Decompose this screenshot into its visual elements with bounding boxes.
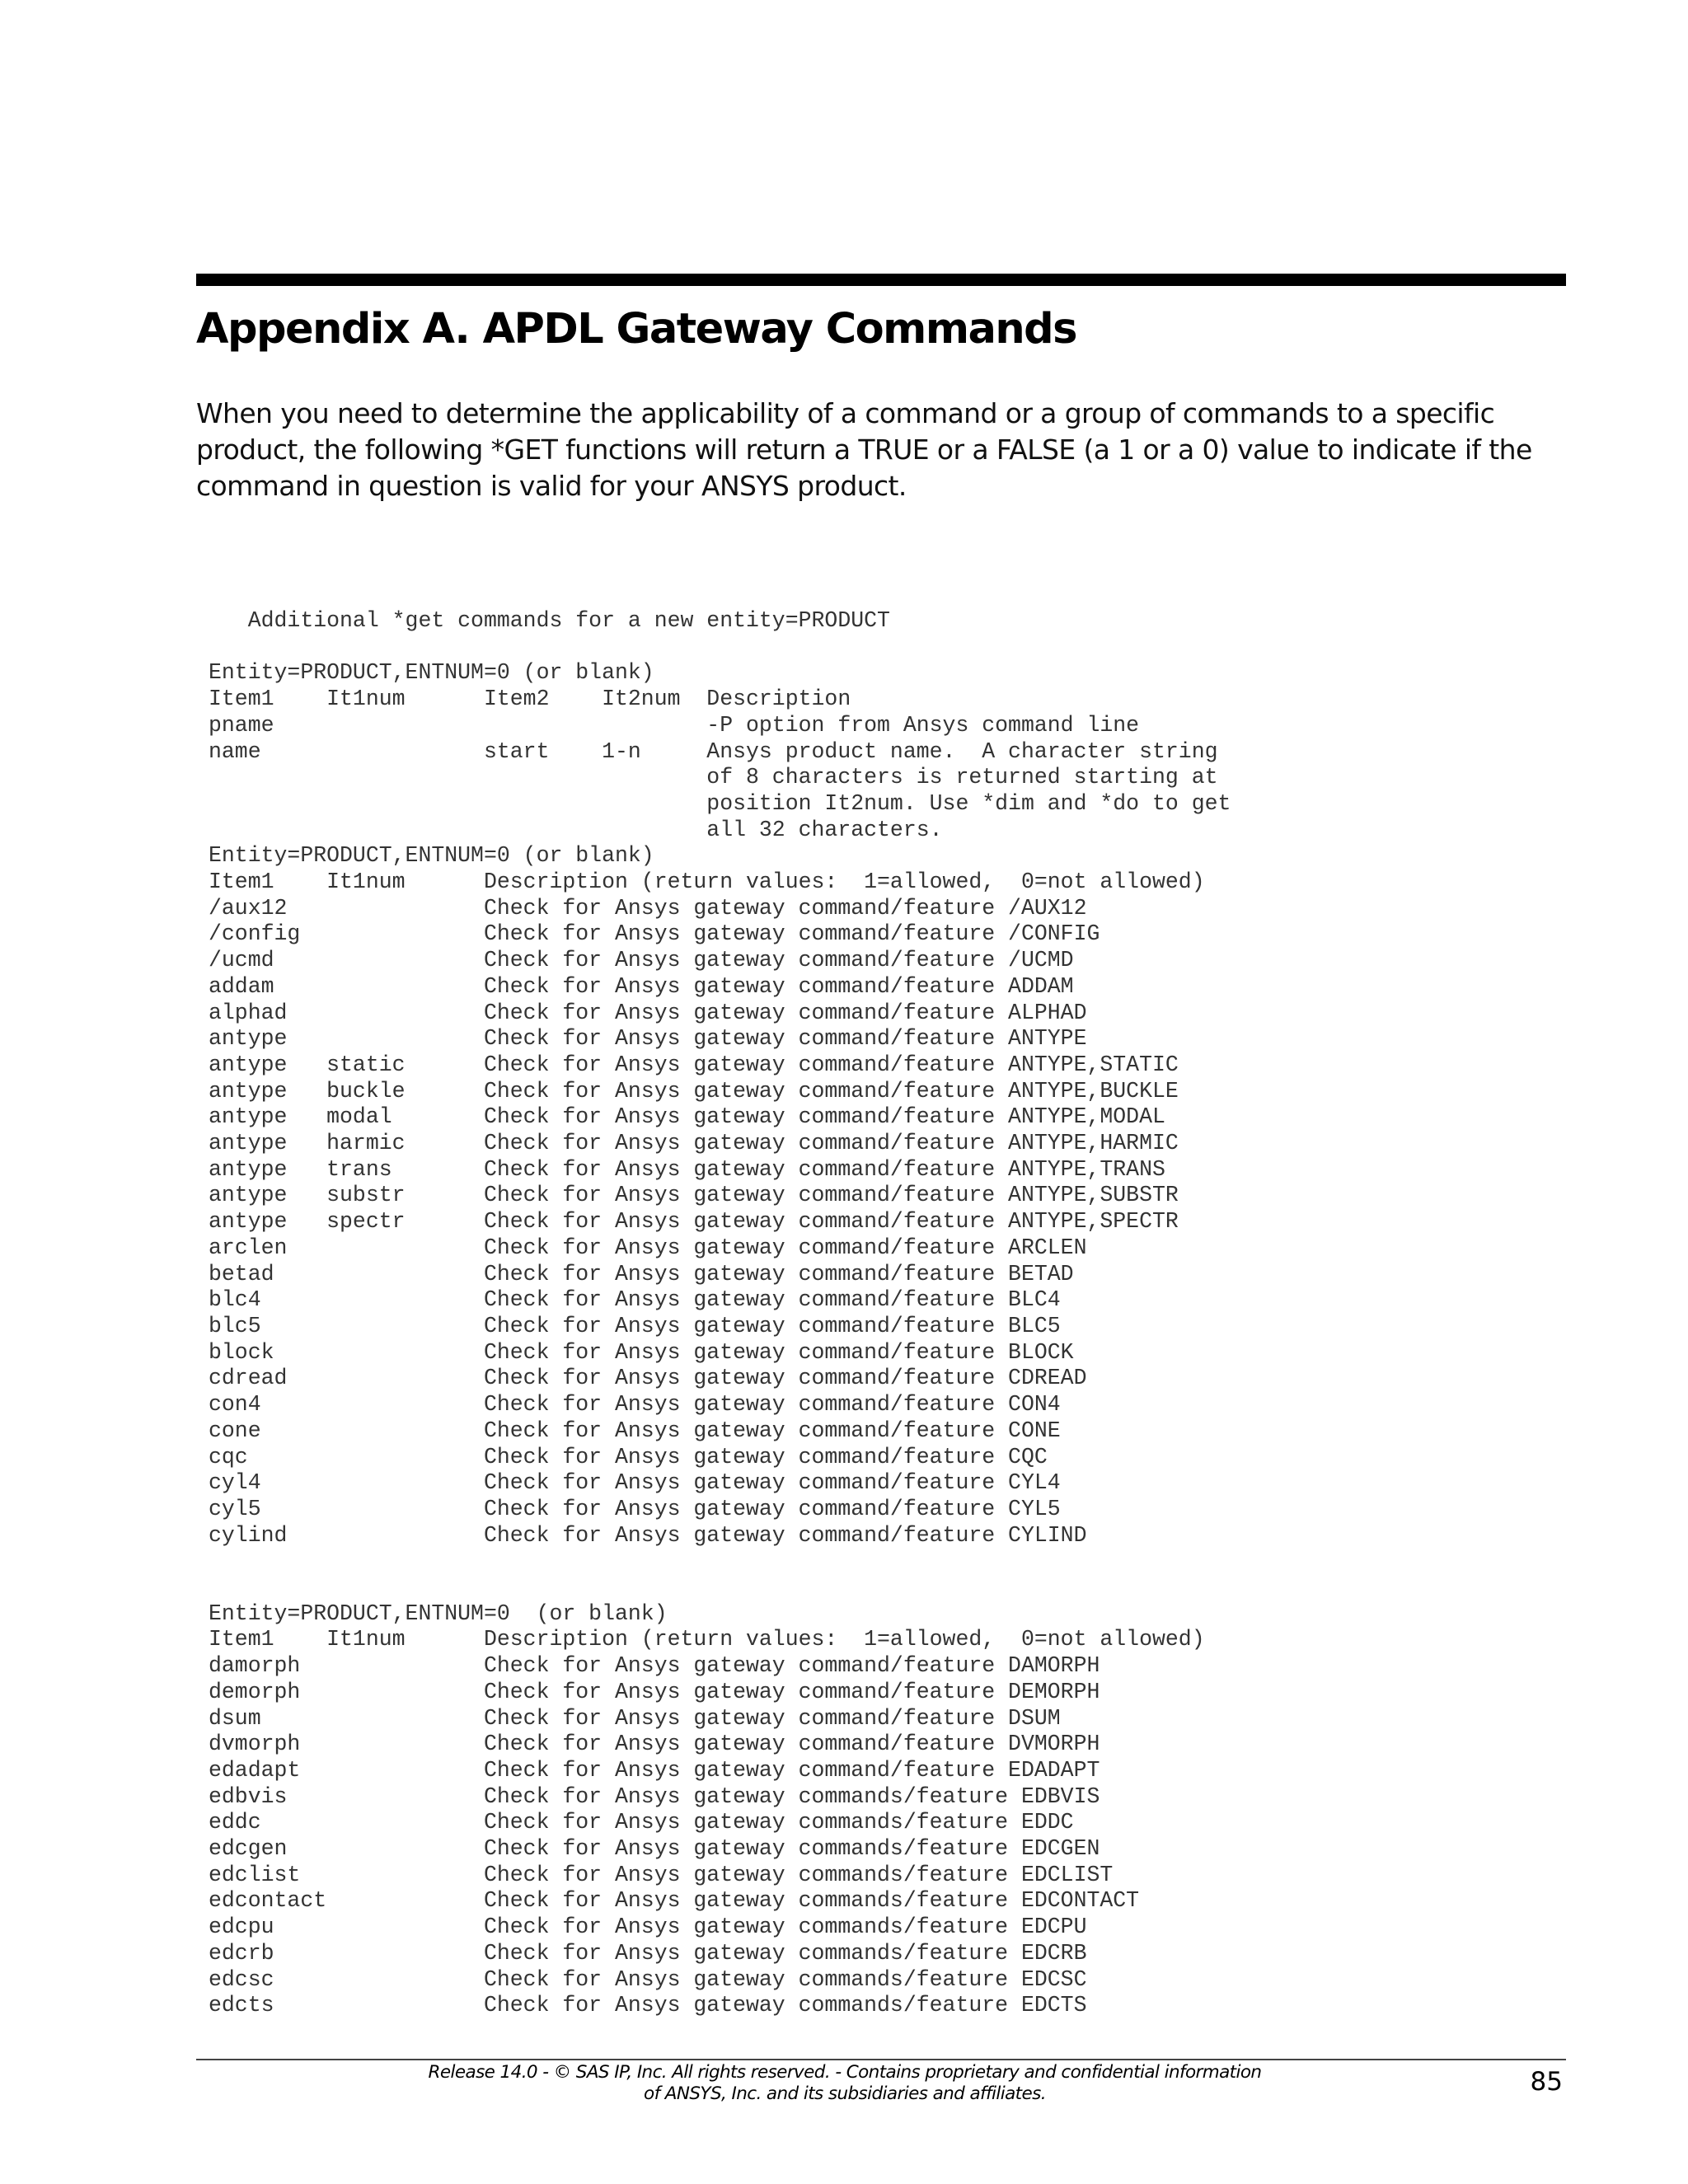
intro-paragraph: When you need to determine the applicability of a command or a group of commands to a specific product, the following *GET functions will return a TRUE or a FALSE (a 1 or a 0) value to indicate if the command in question is valid for your ANSYS product.: [196, 397, 1532, 502]
footer-line-2: of ANSYS, Inc. and its subsidiaries and affiliates.: [644, 2083, 1046, 2104]
footer-rule: [196, 2059, 1566, 2060]
footer-line-1: Release 14.0 - © SAS IP, Inc. All rights reserved. - Contains proprietary and confidential information: [428, 2062, 1262, 2083]
page-number: 85: [1530, 2067, 1563, 2097]
footer-copyright: [412, 2062, 1278, 2105]
header-rule: [196, 274, 1566, 286]
page-title: Appendix A. APDL Gateway Commands: [196, 305, 1077, 354]
command-listing: Additional *get commands for a new entity=PRODUCT Entity=PRODUCT,ENTNUM=0 (or blank) Item1 It1num Item2 It2num Description pname -P option from Ansys command line name start 1-n Ansys product name. A character string of 8 characters is returned starting at position It2num. Use *dim and *do to get all 32 characters. Entity=PRODUCT,ENTNUM=0 (or blank) Item1 It1num Description (return values: 1=allowed, 0=not allowed) /aux12 Check for Ansys gateway command/feature /AUX12 /config Check for Ansys gateway command/feature /CONFIG /ucmd Check for Ansys gateway command/feature /UCMD addam Check for Ansys gateway command/feature ADDAM alphad Check for Ansys gateway command/feature ALPHAD antype Check for Ansys gateway command/feature ANTYPE antype static Check for Ansys gateway command/feature ANTYPE,STATIC antype buckle Check for Ansys gateway command/feature ANTYPE,BUCKLE antype modal Check for Ansys gateway command/feature ANTYPE,MODAL antype harmic Check for Ansys gateway command/feature ANTYPE,HARMIC antype trans Check for Ansys gateway command/feature ANTYPE,TRANS antype substr Check for Ansys gateway command/feature ANTYPE,SUBSTR antype spectr Check for Ansys gateway command/feature ANTYPE,SPECTR arclen Check for Ansys gateway command/feature ARCLEN betad Check for Ansys gateway command/feature BETAD blc4 Check for Ansys gateway command/feature BLC4 blc5 Check for Ansys gateway command/feature BLC5 block Check for Ansys gateway command/feature BLOCK cdread Check for Ansys gateway command/feature CDREAD con4 Check for Ansys gateway command/feature CON4 cone Check for Ansys gateway command/feature CONE cqc Check for Ansys gateway command/feature CQC cyl4 Check for Ansys gateway command/feature CYL4 cyl5 Check for Ansys gateway command/feature CYL5 cylind Check for Ansys gateway command/feature CYLIND Entity=PRODUCT,ENTNUM=0 (or blank) Item1 It1num Description (return values: 1=allowed, 0=not allowed) damorph Check for Ansys gateway command/feature DAMORPH demorph Check for Ansys gateway command/feature DEMORPH dsum Check for Ansys gateway command/feature DSUM dvmorph Check for Ansys gateway command/feature DVMORPH edadapt Check for Ansys gateway command/feature EDADAPT edbvis Check for Ansys gateway commands/feature EDBVIS eddc Check for Ansys gateway commands/feature EDDC edcgen Check for Ansys gateway commands/feature EDCGEN edclist Check for Ansys gateway commands/feature EDCLIST edcontact Check for Ansys gateway commands/feature EDCONTACT edcpu Check for Ansys gateway commands/feature EDCPU edcrb Check for Ansys gateway commands/feature EDCRB edcsc Check for Ansys gateway commands/feature EDCSC edcts Check for Ansys gateway commands/feature EDCTS: [209, 608, 1231, 2018]
